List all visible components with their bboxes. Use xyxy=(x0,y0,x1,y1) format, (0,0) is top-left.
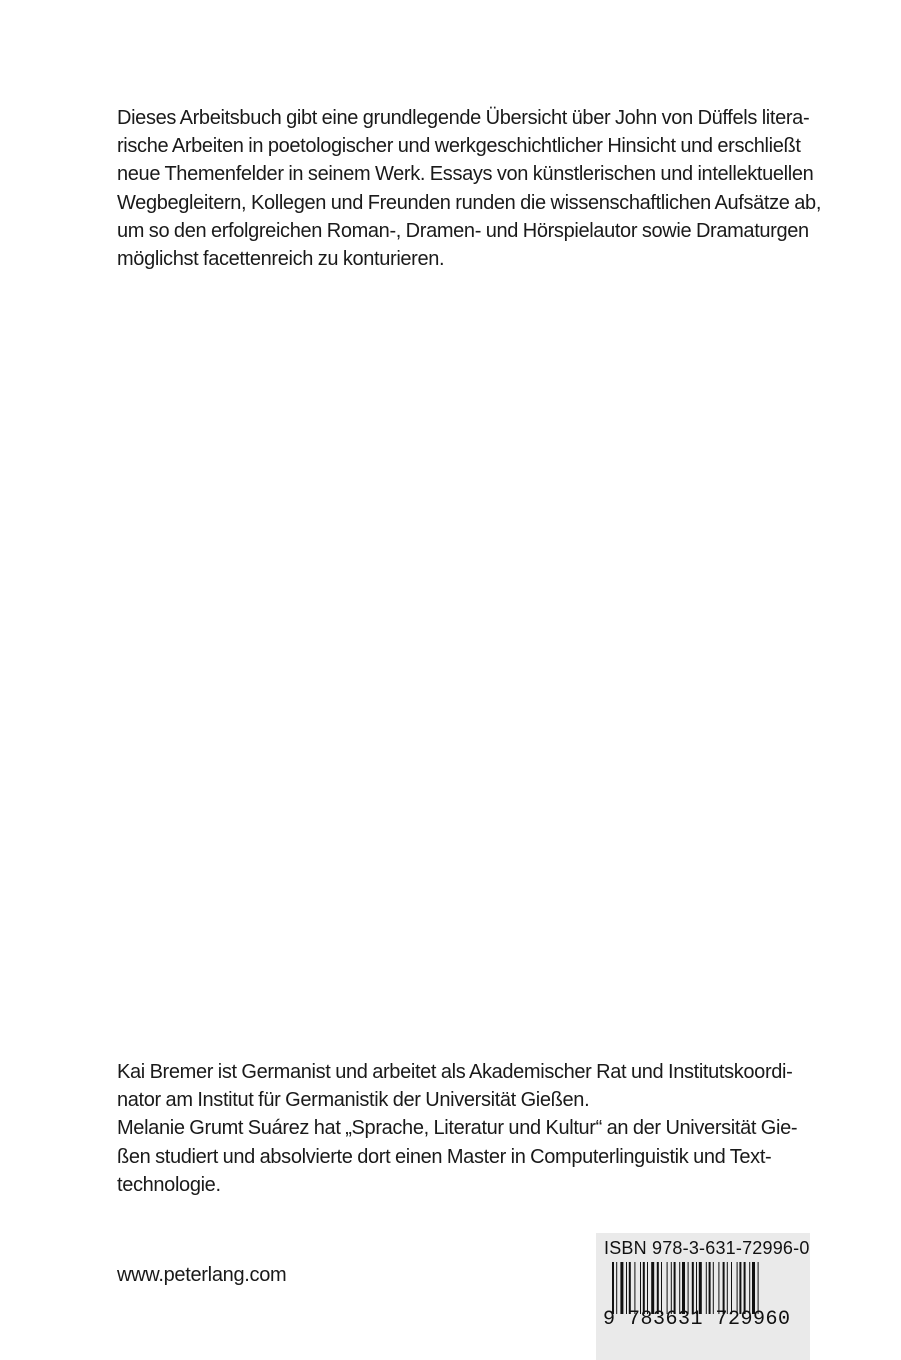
barcode-bar xyxy=(657,1262,659,1314)
barcode-bar xyxy=(696,1262,697,1314)
description-line: möglichst facettenreich zu konturieren. xyxy=(117,248,445,271)
barcode-bar xyxy=(731,1262,732,1314)
bio-line: technologie. xyxy=(117,1173,221,1196)
description-line: neue Themenfelder in seinem Werk. Essays von künstlerischen und intellektuellen xyxy=(117,163,814,186)
barcode-bar xyxy=(634,1262,635,1314)
barcode-bar xyxy=(667,1262,668,1314)
barcode-bar xyxy=(752,1262,755,1314)
barcode-bar xyxy=(713,1262,714,1314)
isbn-label: ISBN 978-3-631-72996-0 xyxy=(604,1238,810,1258)
barcode-bar xyxy=(699,1262,702,1314)
barcode-bar xyxy=(661,1262,662,1314)
barcode-bar xyxy=(629,1262,631,1314)
barcode-bar xyxy=(626,1262,627,1314)
barcode-bar xyxy=(709,1262,711,1314)
barcode-bar xyxy=(643,1262,645,1314)
description-line: um so den erfolgreichen Roman-, Dramen- und Hörspielautor sowie Dramaturgen xyxy=(117,219,809,242)
bio-line: ßen studiert und absolvierte dort einen Master in Computerlinguistik und Text- xyxy=(117,1145,772,1168)
description-line: rische Arbeiten in poetologischer und werkgeschichtlicher Hinsicht und erschließt xyxy=(117,135,801,158)
barcode-bar xyxy=(620,1262,623,1314)
bio-line: Kai Bremer ist Germanist und arbeitet als Akademischer Rat und Institutskoordi- xyxy=(117,1061,793,1083)
barcode-bar xyxy=(739,1262,741,1314)
publisher-website: www.peterlang.com xyxy=(117,1264,287,1286)
barcode-bar xyxy=(679,1262,680,1314)
description-line: Dieses Arbeitsbuch gibt eine grundlegende Übersicht über John von Düffels litera- xyxy=(117,107,810,129)
barcode-bar xyxy=(612,1262,614,1314)
editor-bios xyxy=(117,1058,806,1199)
barcode-bar xyxy=(718,1262,719,1314)
barcode-bar xyxy=(692,1262,694,1314)
barcode-bar xyxy=(682,1262,685,1314)
barcode-bar xyxy=(749,1262,750,1314)
barcode-bar xyxy=(744,1262,746,1314)
barcode-bar xyxy=(616,1262,617,1314)
barcode-bar xyxy=(674,1262,676,1314)
barcode-bar xyxy=(688,1262,689,1314)
barcode-bar xyxy=(671,1262,672,1314)
barcode-bar xyxy=(640,1262,641,1314)
barcode-bar xyxy=(651,1262,654,1314)
barcode-icon xyxy=(612,1262,802,1314)
bio-line: Melanie Grumt Suárez hat „Sprache, Literatur und Kultur“ an der Universität Gie- xyxy=(117,1117,798,1140)
barcode-bar xyxy=(647,1262,648,1314)
back-cover-description xyxy=(117,104,822,273)
barcode-bar xyxy=(758,1262,759,1314)
barcode-bar xyxy=(737,1262,738,1314)
barcode-bar xyxy=(723,1262,725,1314)
barcode-bar xyxy=(706,1262,707,1314)
barcode-digits: 9 783631 729960 xyxy=(603,1308,791,1331)
barcode-bar xyxy=(727,1262,728,1314)
description-line: Wegbegleitern, Kollegen und Freunden runden die wissenschaftlichen Aufsätze ab, xyxy=(117,191,822,214)
bio-line: nator am Institut für Germanistik der Universität Gießen. xyxy=(117,1089,590,1112)
